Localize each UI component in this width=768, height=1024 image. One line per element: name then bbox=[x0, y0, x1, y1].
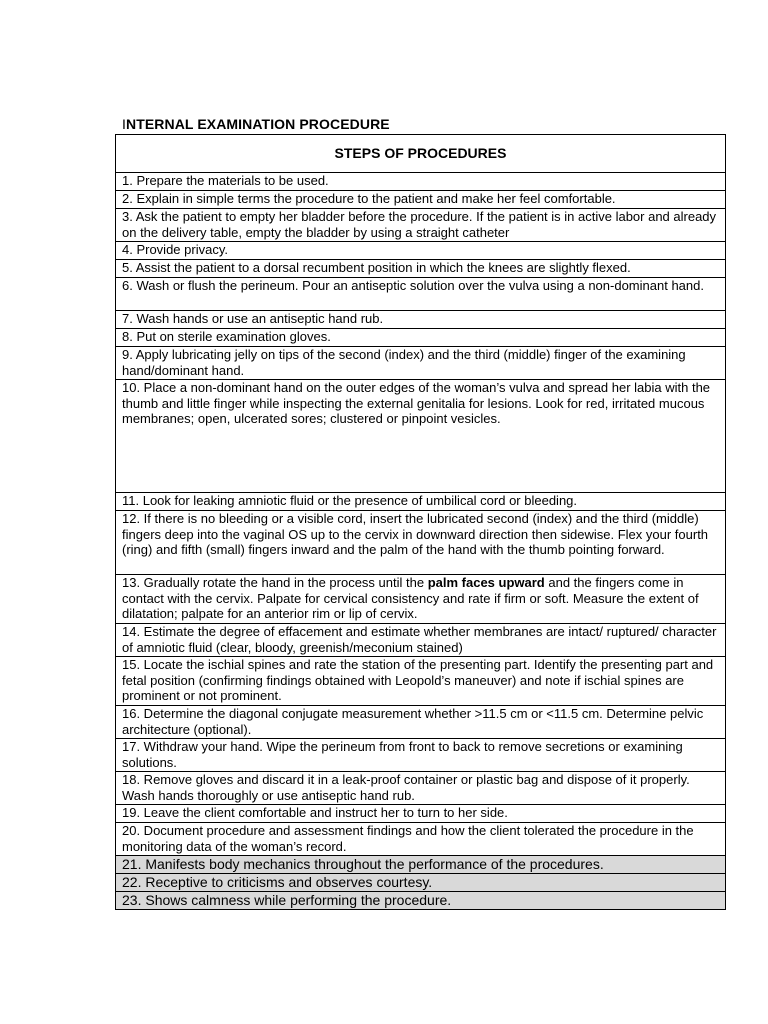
table-row bbox=[116, 892, 726, 910]
table-row bbox=[116, 511, 726, 575]
step-22: 22. Receptive to criticisms and observes courtesy. bbox=[116, 874, 726, 892]
step-15: 15. Locate the ischial spines and rate the station of the presenting part. Identify the presenting part and fetal position (confirming findings obtained with Leopold’s maneuver) and note if ischial spines are prominent or not prominent. bbox=[116, 657, 726, 706]
table-row bbox=[116, 260, 726, 278]
step-4: 4. Provide privacy. bbox=[116, 242, 726, 260]
table-row bbox=[116, 575, 726, 624]
step-12: 12. If there is no bleeding or a visible cord, insert the lubricated second (index) and the third (middle) fingers deep into the vaginal OS up to the cervix in downward direction then sidewise. Flex your fourth (ring) and fifth (small) fingers inward and the palm of the hand with the thumb pointing forward. bbox=[116, 511, 726, 575]
procedure-steps-table bbox=[115, 134, 726, 910]
table-row bbox=[116, 329, 726, 347]
step-3: 3. Ask the patient to empty her bladder before the procedure. If the patient is in active labor and already on the delivery table, empty the bladder by using a straight catheter bbox=[116, 209, 726, 242]
step-6: 6. Wash or flush the perineum. Pour an antiseptic solution over the vulva using a non-dominant hand. bbox=[116, 278, 726, 311]
table-header-row bbox=[116, 135, 726, 173]
step-23: 23. Shows calmness while performing the procedure. bbox=[116, 892, 726, 910]
step-8: 8. Put on sterile examination gloves. bbox=[116, 329, 726, 347]
step-21: 21. Manifests body mechanics throughout the performance of the procedures. bbox=[116, 856, 726, 874]
table-header: STEPS OF PROCEDURES bbox=[116, 135, 726, 173]
step-16: 16. Determine the diagonal conjugate measurement whether >11.5 cm or <11.5 cm. Determine pelvic architecture (optional). bbox=[116, 706, 726, 739]
table-row bbox=[116, 772, 726, 805]
table-row bbox=[116, 624, 726, 657]
table-row bbox=[116, 347, 726, 380]
step-13-emphasis: palm faces upward bbox=[427, 575, 545, 590]
step-18: 18. Remove gloves and discard it in a leak-proof container or plastic bag and dispose of it properly. Wash hands thoroughly or use antiseptic hand rub. bbox=[116, 772, 726, 805]
table-row bbox=[116, 874, 726, 892]
table-row bbox=[116, 805, 726, 823]
step-19: 19. Leave the client comfortable and instruct her to turn to her side. bbox=[116, 805, 726, 823]
step-10: 10. Place a non-dominant hand on the outer edges of the woman’s vulva and spread her labia with the thumb and little finger while inspecting the external genitalia for lesions. Look for red, irritated mucous membranes; open, ulcerated sores; clustered or pinpoint vesicles. bbox=[116, 380, 726, 493]
table-row bbox=[116, 657, 726, 706]
table-row bbox=[116, 380, 726, 493]
step-20: 20. Document procedure and assessment findings and how the client tolerated the procedure in the monitoring data of the woman’s record. bbox=[116, 823, 726, 856]
step-2: 2. Explain in simple terms the procedure to the patient and make her feel comfortable. bbox=[116, 191, 726, 209]
table-row bbox=[116, 706, 726, 739]
step-1: 1. Prepare the materials to be used. bbox=[116, 173, 726, 191]
table-row bbox=[116, 856, 726, 874]
step-14: 14. Estimate the degree of effacement and estimate whether membranes are intact/ ruptured/ character of amniotic fluid (clear, bloody, greenish/meconium stained) bbox=[116, 624, 726, 657]
table-row bbox=[116, 823, 726, 856]
step-5: 5. Assist the patient to a dorsal recumbent position in which the knees are slightly flexed. bbox=[116, 260, 726, 278]
step-13-text-end: and the fingers come in contact with the cervix. Palpate for cervical consistency and rate if firm or soft. Measure the extent of dilatation; palpate for an anterior rim or lip of cervix. bbox=[122, 575, 699, 621]
table-row bbox=[116, 242, 726, 260]
step-13 bbox=[116, 575, 726, 624]
table-row bbox=[116, 278, 726, 311]
document-title bbox=[122, 116, 390, 132]
table-row bbox=[116, 311, 726, 329]
table-row bbox=[116, 739, 726, 772]
step-7: 7. Wash hands or use an antiseptic hand rub. bbox=[116, 311, 726, 329]
table-row bbox=[116, 209, 726, 242]
step-13-text-start: 13. Gradually rotate the hand in the process until the bbox=[122, 575, 428, 590]
title-first-letter: I bbox=[122, 116, 126, 132]
step-17: 17. Withdraw your hand. Wipe the perineum from front to back to remove secretions or examining solutions. bbox=[116, 739, 726, 772]
title-rest: NTERNAL EXAMINATION PROCEDURE bbox=[126, 116, 390, 132]
table-row bbox=[116, 173, 726, 191]
table-row bbox=[116, 493, 726, 511]
table-row bbox=[116, 191, 726, 209]
step-9: 9. Apply lubricating jelly on tips of the second (index) and the third (middle) finger of the examining hand/dominant hand. bbox=[116, 347, 726, 380]
step-11: 11. Look for leaking amniotic fluid or the presence of umbilical cord or bleeding. bbox=[116, 493, 726, 511]
